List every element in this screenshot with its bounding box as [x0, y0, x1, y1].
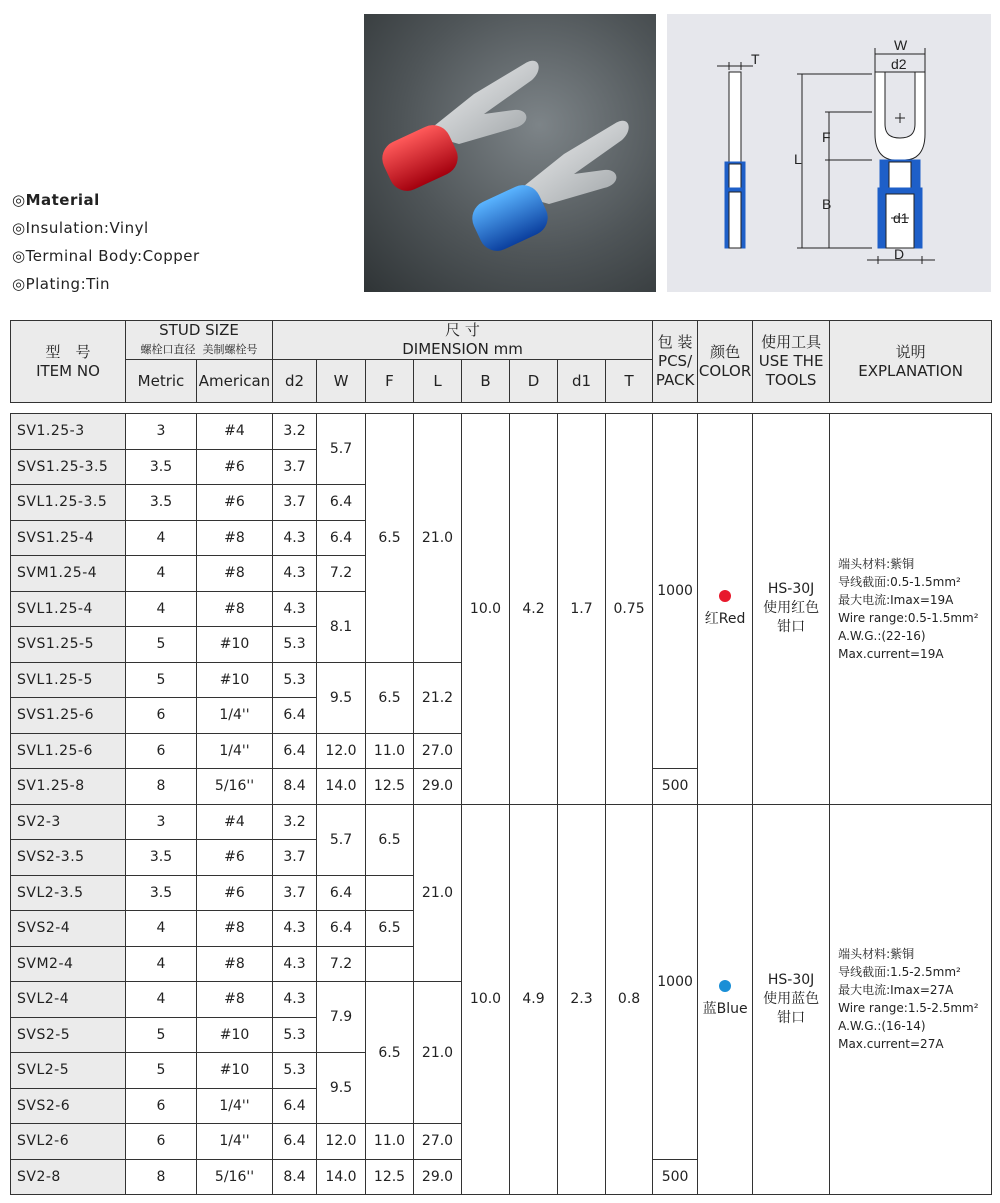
- table-cell: SVL2-6: [11, 1124, 126, 1160]
- table-cell: 4.3: [273, 556, 317, 592]
- table-cell: SVL2-3.5: [11, 875, 126, 911]
- header-T: T: [606, 360, 653, 403]
- table-cell: 6.4: [273, 733, 317, 769]
- table-cell: 4.3: [273, 520, 317, 556]
- table-cell: 4.3: [273, 911, 317, 947]
- header-F: F: [366, 360, 414, 403]
- label-T: T: [751, 51, 760, 67]
- table-cell: 3.2: [273, 804, 317, 840]
- table-cell: SV1.25-8: [11, 769, 126, 805]
- table-cell: #8: [197, 911, 273, 947]
- table-cell: 5.3: [273, 662, 317, 698]
- table-cell: SVL2-5: [11, 1053, 126, 1089]
- table-cell: #8: [197, 556, 273, 592]
- table-cell: 4.3: [273, 591, 317, 627]
- table-cell: 4: [126, 982, 197, 1018]
- dimension-drawing-svg: [667, 14, 991, 292]
- table-cell: 8: [126, 1159, 197, 1195]
- g1-t: 0.75: [606, 414, 653, 805]
- table-cell: 3.5: [126, 875, 197, 911]
- table-cell: 6.5: [366, 662, 414, 733]
- table-cell: SV1.25-3: [11, 414, 126, 450]
- label-W: W: [894, 37, 908, 53]
- table-cell: #10: [197, 1053, 273, 1089]
- header-american: American: [197, 360, 273, 403]
- blue-terminal: [466, 121, 628, 257]
- table-cell: 6.5: [366, 804, 414, 875]
- table-cell: [11, 403, 992, 414]
- g1-d: 4.2: [510, 414, 558, 805]
- table-cell: 5: [126, 662, 197, 698]
- g1-pack-500: 500: [653, 769, 698, 805]
- table-cell: 3.7: [273, 485, 317, 521]
- table-cell: SVS1.25-5: [11, 627, 126, 663]
- label-F: F: [822, 129, 831, 145]
- header-stud-size: STUD SIZE 螺栓口直径 美制螺栓号: [126, 321, 273, 360]
- header-W: W: [317, 360, 366, 403]
- table-cell: 6: [126, 698, 197, 734]
- g1-pack: 1000: [653, 414, 698, 769]
- table-cell: 6.4: [317, 520, 366, 556]
- table-cell: 4.3: [273, 982, 317, 1018]
- table-cell: #10: [197, 1017, 273, 1053]
- g2-d: 4.9: [510, 804, 558, 1195]
- g2-pack-500: 500: [653, 1159, 698, 1195]
- material-title: ◎Material: [12, 191, 100, 209]
- label-d1: d1: [893, 210, 909, 226]
- table-cell: #10: [197, 627, 273, 663]
- header-pack: 包 装 PCS/ PACK: [653, 321, 698, 403]
- table-cell: 4: [126, 556, 197, 592]
- g1-l: 21.0: [414, 414, 462, 663]
- table-cell: #8: [197, 982, 273, 1018]
- table-cell: SVL1.25-5: [11, 662, 126, 698]
- g1-explanation: 端头材料:紫铜 导线截面:0.5-1.5mm² 最大电流:Imax=19A Wire range:0.5-1.5mm² A.W.G.:(22-16) Max.current=19A: [830, 414, 992, 805]
- g2-b: 10.0: [462, 804, 510, 1195]
- table-cell: 11.0: [366, 733, 414, 769]
- table-cell: [366, 946, 414, 982]
- g2-pack: 1000: [653, 804, 698, 1159]
- table-row: [11, 804, 992, 840]
- table-cell: 6: [126, 1124, 197, 1160]
- table-cell: SVM2-4: [11, 946, 126, 982]
- table-cell: 5.3: [273, 1017, 317, 1053]
- table-cell: 4: [126, 911, 197, 947]
- label-d2: d2: [891, 56, 907, 72]
- label-L: L: [794, 151, 802, 167]
- table-cell: 6: [126, 733, 197, 769]
- table-row: [11, 414, 992, 450]
- table-cell: SVL1.25-6: [11, 733, 126, 769]
- table-cell: #8: [197, 520, 273, 556]
- table-cell: 5/16'': [197, 769, 273, 805]
- table-cell: 4: [126, 591, 197, 627]
- table-cell: 3: [126, 414, 197, 450]
- header-metric: Metric: [126, 360, 197, 403]
- table-cell: 4.3: [273, 946, 317, 982]
- table-cell: 3.7: [273, 840, 317, 876]
- table-cell: 8.1: [317, 591, 366, 662]
- table-cell: 6.5: [366, 911, 414, 947]
- table-cell: SV2-3: [11, 804, 126, 840]
- table-cell: 7.2: [317, 946, 366, 982]
- table-cell: SVM1.25-4: [11, 556, 126, 592]
- red-dot-icon: [719, 590, 731, 602]
- table-cell: SVS1.25-6: [11, 698, 126, 734]
- table-cell: 6.4: [317, 875, 366, 911]
- table-cell: SVL1.25-4: [11, 591, 126, 627]
- table-cell: 29.0: [414, 1159, 462, 1195]
- dimension-drawing: [667, 14, 991, 292]
- material-insulation: ◎Insulation:Vinyl: [12, 219, 149, 237]
- table-cell: 11.0: [366, 1124, 414, 1160]
- table-cell: 3.5: [126, 840, 197, 876]
- header-D: D: [510, 360, 558, 403]
- table-cell: SV2-8: [11, 1159, 126, 1195]
- g1-color: 红Red: [698, 414, 753, 805]
- table-cell: SVL1.25-3.5: [11, 485, 126, 521]
- table-cell: 27.0: [414, 733, 462, 769]
- table-cell: #4: [197, 414, 273, 450]
- table-cell: 12.0: [317, 733, 366, 769]
- table-cell: 5: [126, 627, 197, 663]
- table-cell: #4: [197, 804, 273, 840]
- table-cell: 5: [126, 1053, 197, 1089]
- table-cell: #6: [197, 449, 273, 485]
- table-cell: 27.0: [414, 1124, 462, 1160]
- material-list: [12, 186, 200, 298]
- g1-d1: 1.7: [558, 414, 606, 805]
- table-cell: SVS2-3.5: [11, 840, 126, 876]
- table-cell: 1/4'': [197, 1124, 273, 1160]
- table-cell: 8.4: [273, 769, 317, 805]
- table-cell: 1/4'': [197, 1088, 273, 1124]
- table-cell: 6.4: [317, 485, 366, 521]
- g2-t: 0.8: [606, 804, 653, 1195]
- table-cell: SVS1.25-3.5: [11, 449, 126, 485]
- table-cell: 14.0: [317, 769, 366, 805]
- g2-explanation: 端头材料:紫铜 导线截面:1.5-2.5mm² 最大电流:Imax=27A Wire range:1.5-2.5mm² A.W.G.:(16-14) Max.current=27A: [830, 804, 992, 1195]
- label-D: D: [894, 246, 905, 262]
- table-cell: 14.0: [317, 1159, 366, 1195]
- table-cell: 7.9: [317, 982, 366, 1053]
- table-cell: 5.7: [317, 804, 366, 875]
- table-cell: 3.2: [273, 414, 317, 450]
- product-photo: [364, 14, 656, 292]
- header-explanation: 说明 EXPLANATION: [830, 321, 992, 403]
- table-cell: SVS1.25-4: [11, 520, 126, 556]
- table-cell: 6.4: [273, 698, 317, 734]
- table-cell: 5.3: [273, 1053, 317, 1089]
- table-cell: 6: [126, 1088, 197, 1124]
- table-cell: 8.4: [273, 1159, 317, 1195]
- table-cell: #6: [197, 875, 273, 911]
- table-cell: 29.0: [414, 769, 462, 805]
- table-cell: 1/4'': [197, 733, 273, 769]
- table-cell: 3.7: [273, 449, 317, 485]
- g1-f: 6.5: [366, 414, 414, 663]
- table-cell: 8: [126, 769, 197, 805]
- table-cell: 21.0: [414, 982, 462, 1124]
- header-d2: d2: [273, 360, 317, 403]
- table-cell: 1/4'': [197, 698, 273, 734]
- table-cell: 3: [126, 804, 197, 840]
- table-cell: #6: [197, 485, 273, 521]
- table-cell: 3.5: [126, 485, 197, 521]
- g1-w: 5.7: [317, 414, 366, 485]
- header-B: B: [462, 360, 510, 403]
- table-cell: 12.0: [317, 1124, 366, 1160]
- table-cell: 4: [126, 946, 197, 982]
- table-cell: 9.5: [317, 1053, 366, 1124]
- table-cell: #10: [197, 662, 273, 698]
- g1-tools: HS-30J 使用红色 钳口: [753, 414, 830, 805]
- table-cell: 5/16'': [197, 1159, 273, 1195]
- g2-tools: HS-30J 使用蓝色 钳口: [753, 804, 830, 1195]
- table-cell: 12.5: [366, 1159, 414, 1195]
- table-cell: 21.0: [414, 804, 462, 982]
- table-cell: [366, 875, 414, 911]
- table-cell: 3.5: [126, 449, 197, 485]
- table-cell: 6.4: [273, 1124, 317, 1160]
- table-cell: SVS2-4: [11, 911, 126, 947]
- table-cell: SVS2-6: [11, 1088, 126, 1124]
- table-cell: 3.7: [273, 875, 317, 911]
- table-cell: #8: [197, 591, 273, 627]
- table-cell: 6.5: [366, 982, 414, 1124]
- header-tools: 使用工具 USE THE TOOLS: [753, 321, 830, 403]
- table-cell: 9.5: [317, 662, 366, 733]
- table-cell: #6: [197, 840, 273, 876]
- table-cell: 6.4: [273, 1088, 317, 1124]
- table-cell: 5: [126, 1017, 197, 1053]
- label-B: B: [822, 196, 832, 212]
- header-color: 颜色 COLOR: [698, 321, 753, 403]
- table-cell: 5.3: [273, 627, 317, 663]
- g1-b: 10.0: [462, 414, 510, 805]
- header-dimension: 尺 寸 DIMENSION mm: [273, 321, 653, 360]
- header-d1: d1: [558, 360, 606, 403]
- table-cell: 7.2: [317, 556, 366, 592]
- table-cell: SVS2-5: [11, 1017, 126, 1053]
- material-body: ◎Terminal Body:Copper: [12, 247, 200, 265]
- header-item-no: 型 号 ITEM NO: [11, 321, 126, 403]
- table-cell: 6.4: [317, 911, 366, 947]
- table-cell: 21.2: [414, 662, 462, 733]
- g2-d1: 2.3: [558, 804, 606, 1195]
- material-plating: ◎Plating:Tin: [12, 275, 110, 293]
- table-cell: SVL2-4: [11, 982, 126, 1018]
- spec-table: [10, 320, 992, 1195]
- table-cell: 12.5: [366, 769, 414, 805]
- table-cell: 4: [126, 520, 197, 556]
- g2-color: 蓝Blue: [698, 804, 753, 1195]
- red-terminal: [376, 61, 538, 197]
- table-cell: #8: [197, 946, 273, 982]
- spade-terminals-illustration: [364, 14, 656, 292]
- header-L: L: [414, 360, 462, 403]
- blue-dot-icon: [719, 980, 731, 992]
